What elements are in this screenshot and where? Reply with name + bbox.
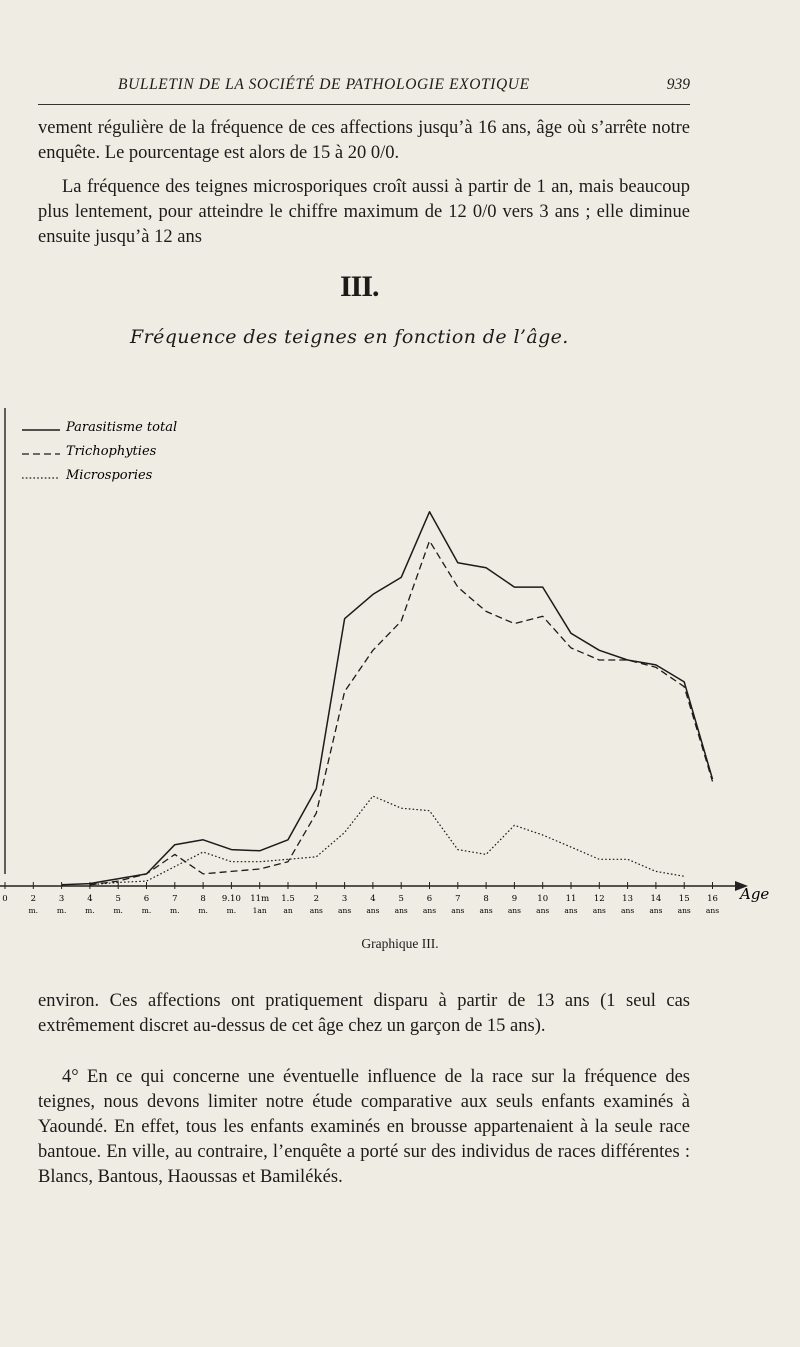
x-tick-label: 9: [511, 894, 518, 904]
series-line-1: [62, 512, 713, 885]
frequency-chart: [0, 400, 800, 920]
x-tick-unit: ans: [479, 906, 493, 915]
x-tick-unit: ans: [592, 906, 606, 915]
x-tick-label: 12: [593, 894, 605, 904]
running-head: [38, 74, 690, 105]
figure-title: Fréquence des teignes en fonction de l’âge.: [130, 326, 569, 348]
x-tick-label: 3: [341, 894, 348, 904]
x-tick-label: 11m: [250, 894, 270, 904]
series-line-2: [90, 541, 713, 885]
x-tick-label: 8: [483, 894, 489, 904]
legend-label: Microspories: [66, 468, 153, 483]
x-tick-unit: m.: [56, 906, 67, 915]
x-ticks: [2, 882, 719, 915]
x-tick-label: 15: [678, 894, 690, 904]
x-tick-label: 5: [398, 894, 404, 904]
x-tick-unit: ans: [649, 906, 663, 915]
x-tick-unit: m.: [198, 906, 208, 915]
x-tick-label: 2: [30, 894, 37, 904]
x-tick-unit: ans: [338, 906, 352, 915]
x-tick-unit: m.: [113, 906, 123, 915]
x-tick-label: 7: [455, 894, 461, 904]
x-tick-unit: ans: [422, 906, 437, 915]
x-tick-unit: ans: [451, 906, 465, 915]
paragraph-1: vement régulière de la fréquence de ces affections jusqu’à 16 ans, âge où s’arrête notre enquête. Le pourcentage est alors de 15 à 20 0/0.: [38, 118, 690, 163]
x-tick-unit: ans: [309, 906, 323, 915]
x-tick-label: 4: [370, 894, 376, 904]
journal-title: BULLETIN DE LA SOCIÉTÉ DE PATHOLOGIE EXOTIQUE: [118, 76, 530, 93]
paragraph-3: environ. Ces affections ont pratiquement disparu à partir de 13 ans (1 seul cas extrêmement discret au-dessus de cet âge chez un garçon de 15 ans).: [38, 991, 690, 1036]
x-tick-unit: 1an: [252, 906, 267, 915]
x-tick-unit: ans: [394, 906, 408, 915]
x-tick-label: 7: [172, 894, 178, 904]
x-tick-unit: ans: [677, 906, 691, 915]
legend-label: Parasitisme total: [66, 420, 178, 435]
page-number: 939: [666, 76, 690, 93]
x-tick-unit: ans: [564, 906, 578, 915]
x-tick-label: 3: [58, 894, 65, 904]
x-tick-label: 11: [565, 894, 577, 904]
x-tick-unit: m.: [141, 906, 152, 915]
x-tick-label: 16: [707, 894, 718, 904]
x-tick-label: 6: [426, 894, 433, 904]
x-tick-unit: an: [283, 906, 293, 915]
x-tick-unit: m.: [28, 906, 39, 915]
x-tick-unit: ans: [536, 906, 550, 915]
x-tick-unit: m.: [170, 906, 180, 915]
x-tick-label: 0: [2, 894, 8, 904]
x-tick-unit: ans: [366, 906, 380, 915]
x-tick-label: 13: [622, 894, 634, 904]
x-tick-unit: m.: [85, 906, 95, 915]
chart-legend: [22, 420, 177, 483]
legend-label: Trichophyties: [66, 444, 157, 459]
figure-number: III.: [340, 270, 379, 303]
x-tick-label: 8: [200, 894, 206, 904]
series-line-3: [90, 796, 684, 885]
x-tick-label: 9.10: [221, 894, 241, 904]
figure-caption: Graphique III.: [361, 936, 439, 951]
x-tick-label: 10: [537, 894, 549, 904]
x-axis-label: Age: [740, 885, 770, 903]
x-tick-unit: m.: [226, 906, 237, 915]
paragraph-4: 4° En ce qui concerne une éventuelle influence de la race sur la fréquence des teignes, nous devons limiter notre étude comparative aux seuls enfants examinés à Yaoundé. En effet, tous les enfants examinés en brousse appartenaient à la seule race bantoue. En ville, au contraire, l’enquête a porté sur des individus de races différentes : Blancs, Bantous, Haoussas et Bamilékés.: [38, 1067, 690, 1187]
x-tick-label: 14: [650, 894, 662, 904]
x-tick-label: 2: [313, 894, 320, 904]
x-tick-unit: ans: [507, 906, 521, 915]
paragraph-2: La fréquence des teignes microsporiques croît aussi à partir de 1 an, mais beaucoup plus lentement, pour atteindre le chiffre maximum de 12 0/0 vers 3 ans ; elle diminue ensuite jusqu’à 12 ans: [38, 177, 690, 247]
chart-series: [62, 512, 713, 885]
x-tick-label: 5: [115, 894, 121, 904]
x-tick-label: 1.5: [281, 894, 295, 904]
x-tick-unit: ans: [621, 906, 635, 915]
x-tick-unit: ans: [705, 906, 720, 915]
x-tick-label: 4: [87, 894, 93, 904]
x-tick-label: 6: [143, 894, 150, 904]
